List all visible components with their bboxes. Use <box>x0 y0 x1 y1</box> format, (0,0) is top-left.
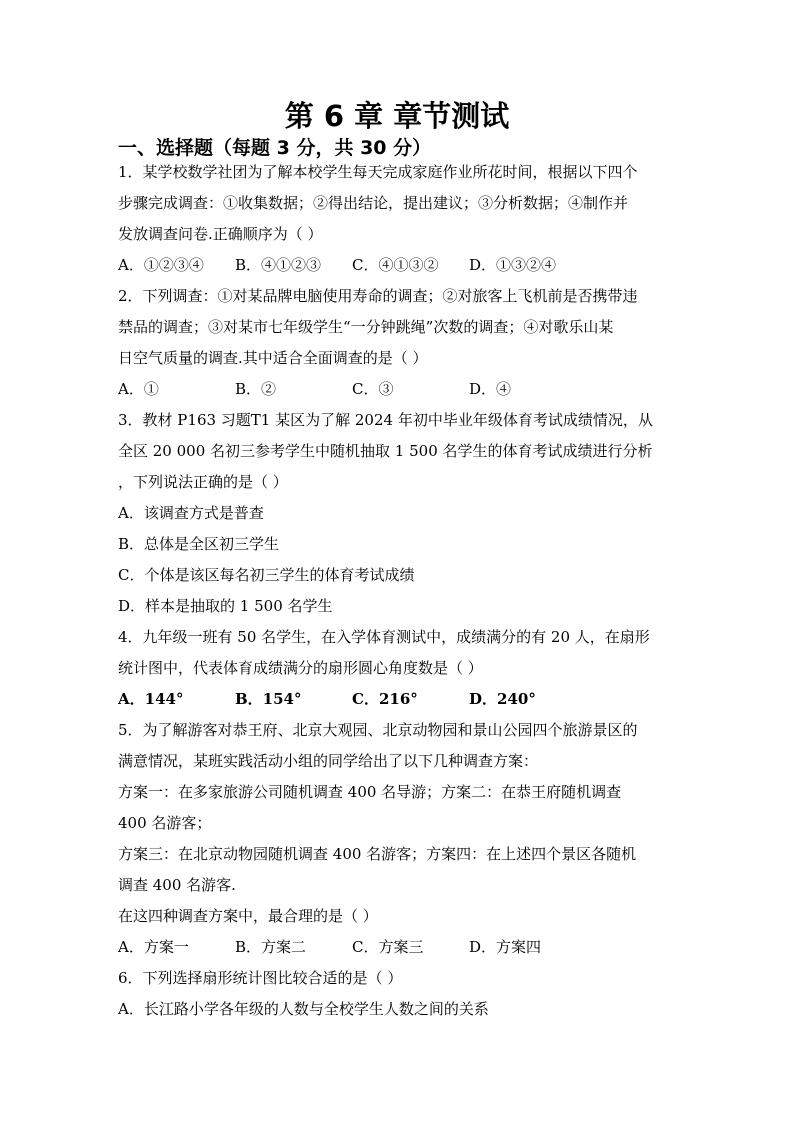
option-b: B．方案二 <box>235 938 307 956</box>
question-text-line: 步骤完成调查：①收集数据；②得出结论，提出建议；③分析数据；④制作并 <box>118 194 629 212</box>
option-c: C．④①③② <box>352 256 439 274</box>
option-d: D．方案四 <box>469 938 542 956</box>
option-b: B．② <box>235 380 277 398</box>
option-a: A．144° <box>118 690 184 708</box>
option-b: B．总体是全区初三学生 <box>118 535 280 553</box>
option-d: D．样本是抽取的 1 500 名学生 <box>118 597 333 615</box>
option-b: B．④①②③ <box>235 256 322 274</box>
option-a: A．①②③④ <box>118 256 204 274</box>
option-a: A．该调查方式是普查 <box>118 504 264 522</box>
option-c: C．216° <box>352 690 418 708</box>
question-list <box>118 157 678 1025</box>
question-text-line: 方案一：在多家旅游公司随机调查 400 名导游；方案二：在恭王府随机调查 <box>118 783 622 801</box>
question-text-line: 禁品的调查；③对某市七年级学生“一分钟跳绳”次数的调查；④对歌乐山某 <box>118 318 614 336</box>
question-text-line: ，下列说法正确的是（ ） <box>118 473 288 491</box>
question-text-line: 400 名游客； <box>118 814 212 832</box>
option-b: B．154° <box>235 690 302 708</box>
question-text-line: 6．下列选择扇形统计图比较合适的是（ ） <box>118 969 403 987</box>
question-5 <box>118 715 678 963</box>
question-text-line: 日空气质量的调查.其中适合全面调查的是（ ） <box>118 349 428 367</box>
question-text-line: 5．为了解游客对恭王府、北京大观园、北京动物园和景山公园四个旅游景区的 <box>118 721 638 739</box>
question-text-line: 方案三：在北京动物园随机调查 400 名游客；方案四：在上述四个景区各随机 <box>118 845 637 863</box>
option-d: D．④ <box>469 380 512 398</box>
question-1 <box>118 157 678 281</box>
question-6 <box>118 963 678 1025</box>
question-text-line: 全区 20 000 名初三参考学生中随机抽取 1 500 名学生的体育考试成绩进行分析 <box>118 442 653 460</box>
option-d: D．①③②④ <box>469 256 557 274</box>
option-c: C．个体是该区每名初三学生的体育考试成绩 <box>118 566 415 584</box>
question-text-line: 4．九年级一班有 50 名学生，在入学体育测试中，成绩满分的有 20 人，在扇形 <box>118 628 650 646</box>
option-a: A．方案一 <box>118 938 189 956</box>
option-a: A．长江路小学各年级的人数与全校学生人数之间的关系 <box>118 1000 489 1018</box>
option-row <box>118 684 678 715</box>
section-heading: 一、选择题（每题 3 分，共 30 分） <box>118 137 432 159</box>
question-text-line: 3．教材 P163 习题T1 某区为了解 2024 年初中毕业年级体育考试成绩情况，从 <box>118 411 653 429</box>
question-text-line: 1．某学校数学社团为了解本校学生每天完成家庭作业所花时间，根据以下四个 <box>118 163 638 181</box>
option-a: A．① <box>118 380 159 398</box>
option-row <box>118 932 678 963</box>
page-title: 第 6 章 章节测试 <box>284 99 510 133</box>
question-3 <box>118 405 678 622</box>
option-d: D．240° <box>469 690 536 708</box>
option-c: C．方案三 <box>352 938 424 956</box>
question-text-line: 2．下列调查：①对某品牌电脑使用寿命的调查；②对旅客上飞机前是否携带违 <box>118 287 638 305</box>
question-4 <box>118 622 678 715</box>
option-row <box>118 374 678 405</box>
question-text-line: 在这四种调查方案中，最合理的是（ ） <box>118 907 378 925</box>
question-text-line: 统计图中，代表体育成绩满分的扇形圆心角度数是（ ） <box>118 659 483 677</box>
question-text-line: 调查 400 名游客. <box>118 876 236 894</box>
option-row <box>118 250 678 281</box>
question-text-line: 满意情况，某班实践活动小组的同学给出了以下几种调查方案： <box>118 752 539 770</box>
question-text-line: 发放调查问卷.正确顺序为（ ） <box>118 225 323 243</box>
question-2 <box>118 281 678 405</box>
option-c: C．③ <box>352 380 394 398</box>
